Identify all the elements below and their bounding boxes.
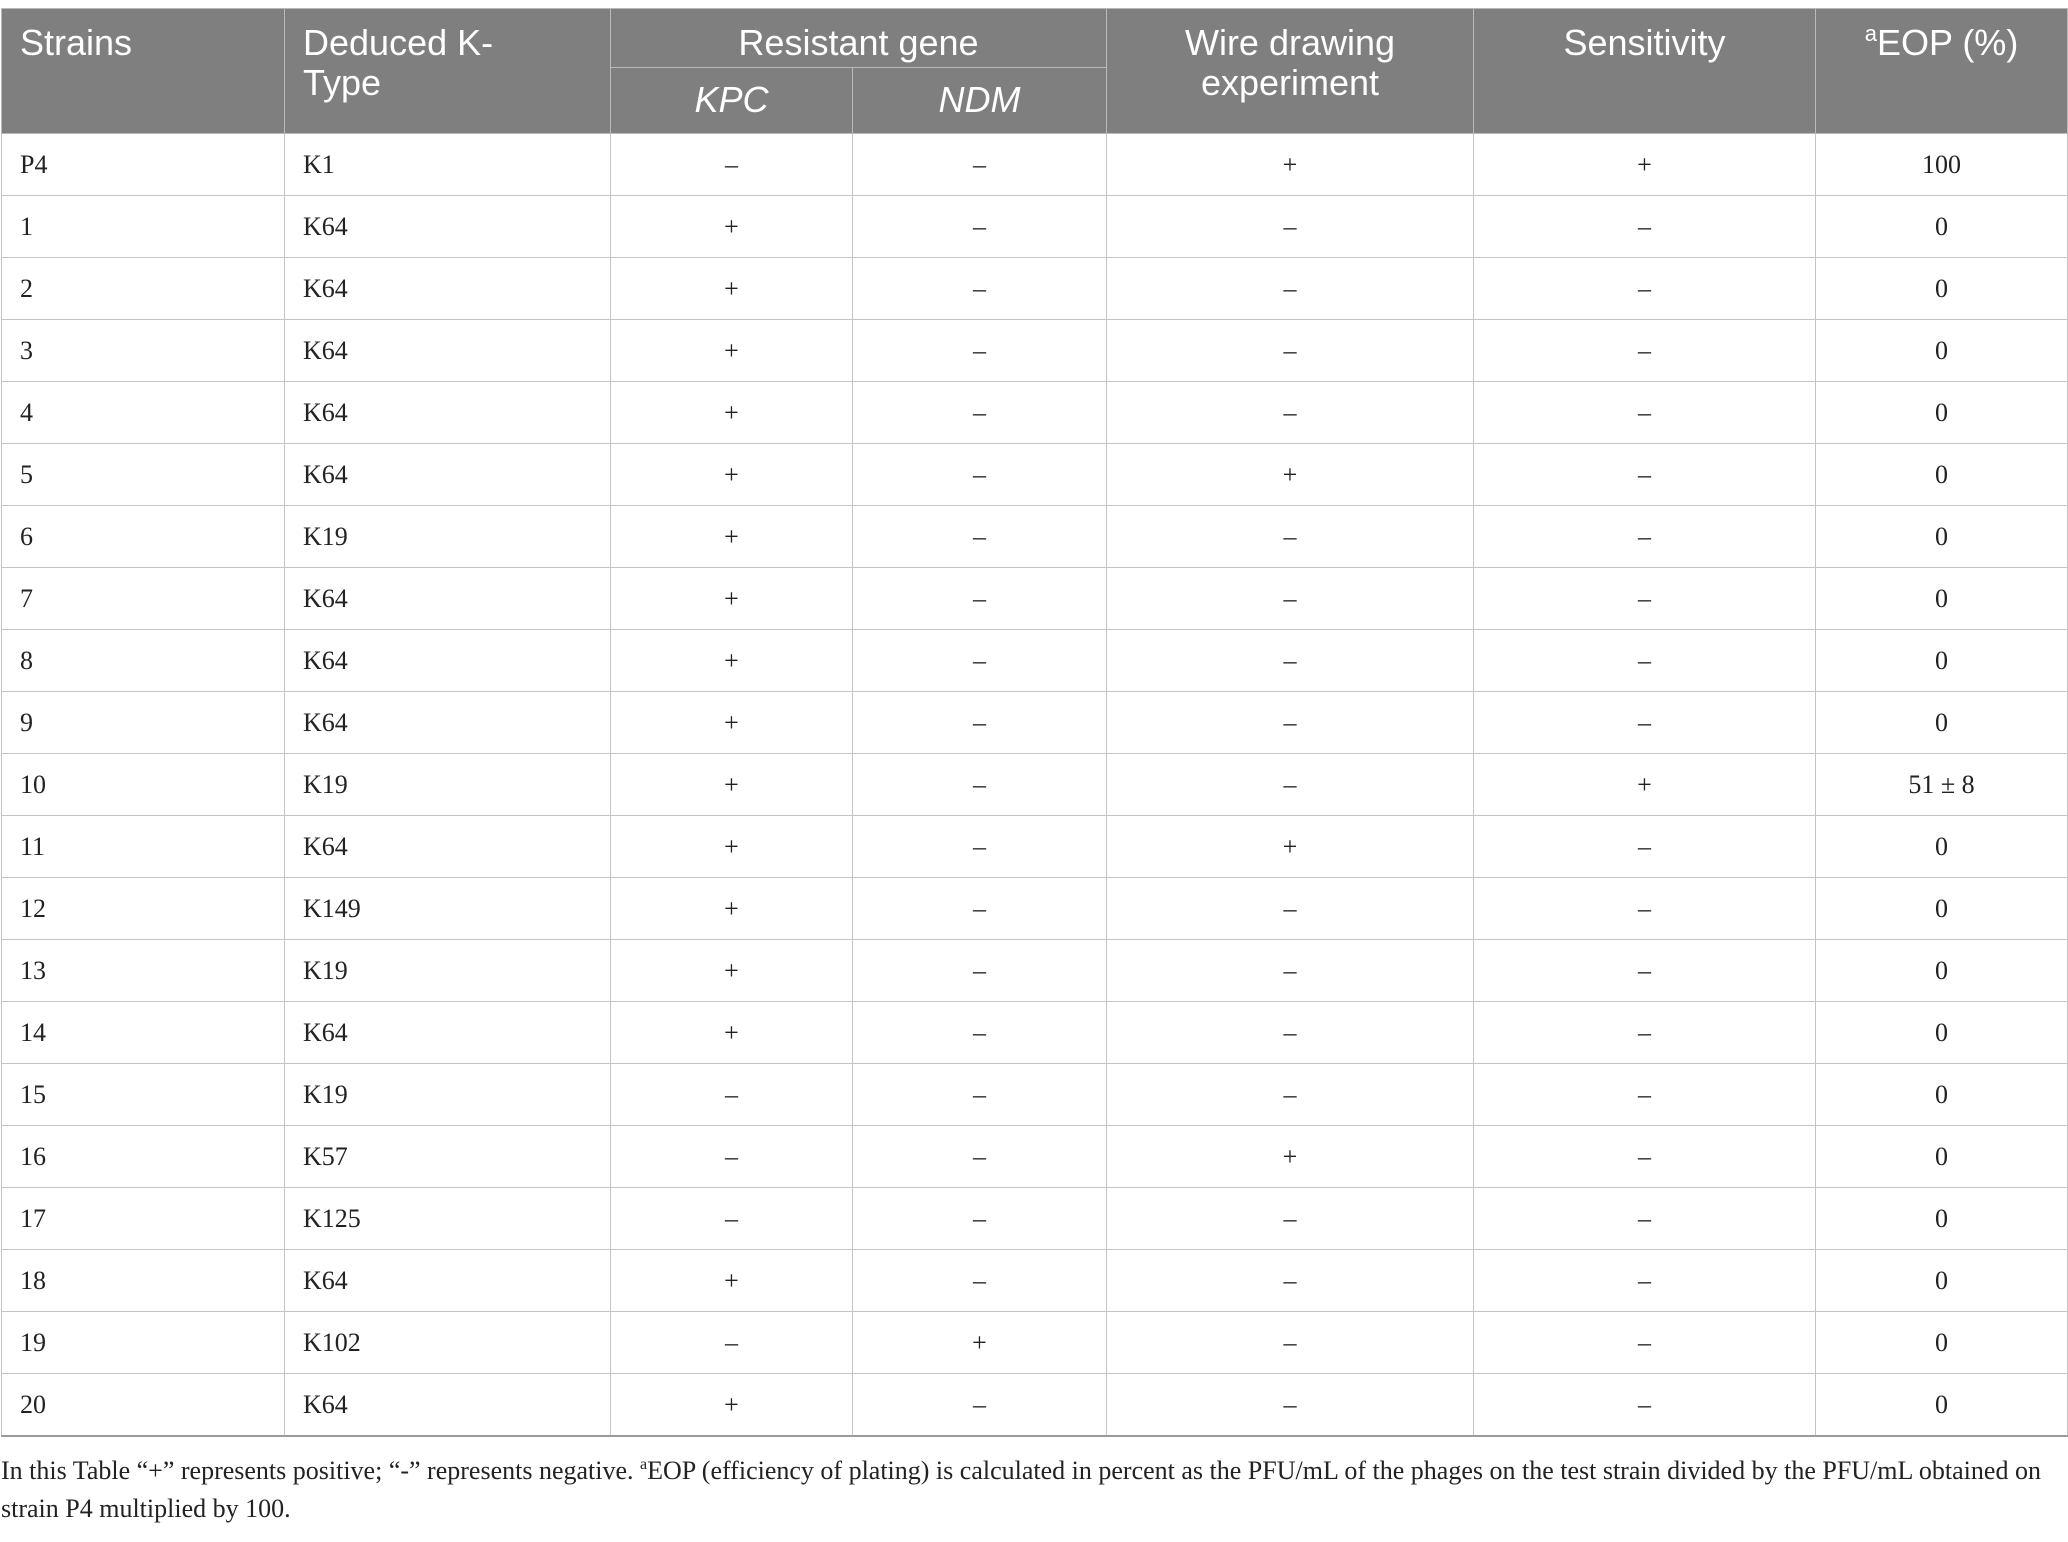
cell-ndm: –: [853, 444, 1107, 506]
table-row: [2, 568, 2068, 630]
cell-wire-drawing: +: [1107, 444, 1474, 506]
header-wire-label: Wire drawing experiment: [1184, 22, 1396, 103]
cell-wire-drawing: –: [1107, 1188, 1474, 1250]
cell-ktype: K64: [285, 258, 611, 320]
cell-ktype: K64: [285, 692, 611, 754]
cell-wire-drawing: –: [1107, 1064, 1474, 1126]
cell-eop: 0: [1816, 506, 2068, 568]
cell-ktype: K1: [285, 134, 611, 196]
cell-ktype: K64: [285, 444, 611, 506]
cell-kpc: +: [611, 1002, 853, 1064]
cell-sensitivity: –: [1474, 258, 1816, 320]
cell-ndm: –: [853, 320, 1107, 382]
cell-ndm: –: [853, 754, 1107, 816]
cell-kpc: +: [611, 258, 853, 320]
cell-ndm: –: [853, 1064, 1107, 1126]
cell-strain: 5: [2, 444, 285, 506]
cell-wire-drawing: –: [1107, 506, 1474, 568]
cell-strain: 10: [2, 754, 285, 816]
cell-sensitivity: –: [1474, 940, 1816, 1002]
cell-eop: 0: [1816, 1374, 2068, 1437]
cell-sensitivity: –: [1474, 444, 1816, 506]
cell-eop: 0: [1816, 692, 2068, 754]
table-row: [2, 1002, 2068, 1064]
cell-eop: 0: [1816, 1250, 2068, 1312]
cell-eop: 51 ± 8: [1816, 754, 2068, 816]
cell-sensitivity: –: [1474, 1064, 1816, 1126]
cell-eop: 0: [1816, 1188, 2068, 1250]
cell-ktype: K19: [285, 1064, 611, 1126]
cell-kpc: +: [611, 630, 853, 692]
cell-kpc: –: [611, 1126, 853, 1188]
cell-strain: 11: [2, 816, 285, 878]
cell-kpc: +: [611, 1374, 853, 1437]
cell-ktype: K64: [285, 382, 611, 444]
cell-sensitivity: –: [1474, 816, 1816, 878]
cell-wire-drawing: –: [1107, 196, 1474, 258]
cell-strain: 14: [2, 1002, 285, 1064]
cell-eop: 0: [1816, 1002, 2068, 1064]
cell-ndm: –: [853, 382, 1107, 444]
cell-ktype: K19: [285, 506, 611, 568]
table-row: [2, 506, 2068, 568]
cell-ndm: –: [853, 506, 1107, 568]
cell-wire-drawing: –: [1107, 878, 1474, 940]
cell-ktype: K64: [285, 320, 611, 382]
cell-ktype: K64: [285, 1250, 611, 1312]
cell-ktype: K57: [285, 1126, 611, 1188]
cell-ndm: –: [853, 196, 1107, 258]
cell-kpc: +: [611, 444, 853, 506]
cell-eop: 0: [1816, 444, 2068, 506]
cell-strain: P4: [2, 134, 285, 196]
cell-sensitivity: –: [1474, 320, 1816, 382]
cell-ndm: –: [853, 1002, 1107, 1064]
cell-kpc: –: [611, 1188, 853, 1250]
cell-strain: 2: [2, 258, 285, 320]
table-body: [2, 134, 2068, 1437]
cell-ktype: K19: [285, 940, 611, 1002]
cell-strain: 4: [2, 382, 285, 444]
cell-kpc: –: [611, 1312, 853, 1374]
cell-sensitivity: –: [1474, 506, 1816, 568]
cell-wire-drawing: –: [1107, 1374, 1474, 1437]
cell-strain: 16: [2, 1126, 285, 1188]
cell-wire-drawing: +: [1107, 816, 1474, 878]
cell-ndm: +: [853, 1312, 1107, 1374]
cell-kpc: –: [611, 134, 853, 196]
cell-wire-drawing: –: [1107, 568, 1474, 630]
cell-sensitivity: –: [1474, 568, 1816, 630]
cell-sensitivity: –: [1474, 878, 1816, 940]
cell-sensitivity: –: [1474, 1188, 1816, 1250]
table-row: [2, 382, 2068, 444]
table-row: [2, 258, 2068, 320]
cell-ktype: K64: [285, 196, 611, 258]
cell-kpc: +: [611, 940, 853, 1002]
cell-wire-drawing: +: [1107, 1126, 1474, 1188]
cell-eop: 0: [1816, 878, 2068, 940]
cell-sensitivity: –: [1474, 1250, 1816, 1312]
cell-wire-drawing: –: [1107, 692, 1474, 754]
cell-eop: 0: [1816, 568, 2068, 630]
cell-sensitivity: +: [1474, 754, 1816, 816]
cell-strain: 20: [2, 1374, 285, 1437]
cell-sensitivity: +: [1474, 134, 1816, 196]
cell-wire-drawing: –: [1107, 1312, 1474, 1374]
cell-strain: 8: [2, 630, 285, 692]
table-row: [2, 444, 2068, 506]
cell-strain: 18: [2, 1250, 285, 1312]
cell-kpc: +: [611, 878, 853, 940]
cell-ktype: K64: [285, 1374, 611, 1437]
cell-eop: 0: [1816, 196, 2068, 258]
cell-sensitivity: –: [1474, 630, 1816, 692]
cell-kpc: +: [611, 320, 853, 382]
header-strains: Strains: [2, 9, 285, 134]
cell-sensitivity: –: [1474, 1374, 1816, 1437]
cell-kpc: +: [611, 1250, 853, 1312]
cell-ndm: –: [853, 568, 1107, 630]
footnote-text-2: EOP (efficiency of plating) is calculated in percent as the PFU/mL of the phages on the test strain divided by the PFU/mL obtained on strain P4 multiplied by 100.: [1, 1456, 2041, 1523]
cell-eop: 0: [1816, 382, 2068, 444]
cell-wire-drawing: –: [1107, 754, 1474, 816]
cell-kpc: +: [611, 506, 853, 568]
cell-eop: 0: [1816, 258, 2068, 320]
cell-ndm: –: [853, 940, 1107, 1002]
cell-kpc: +: [611, 692, 853, 754]
header-ktype: [285, 9, 611, 134]
cell-wire-drawing: –: [1107, 630, 1474, 692]
cell-wire-drawing: +: [1107, 134, 1474, 196]
cell-sensitivity: –: [1474, 382, 1816, 444]
cell-kpc: –: [611, 1064, 853, 1126]
cell-ktype: K64: [285, 816, 611, 878]
cell-kpc: +: [611, 568, 853, 630]
cell-wire-drawing: –: [1107, 1002, 1474, 1064]
table-footnote: [1, 1452, 2061, 1528]
cell-strain: 9: [2, 692, 285, 754]
cell-wire-drawing: –: [1107, 320, 1474, 382]
strain-table: [1, 8, 2068, 1437]
header-wire-drawing: [1107, 9, 1474, 134]
cell-eop: 0: [1816, 1064, 2068, 1126]
cell-sensitivity: –: [1474, 692, 1816, 754]
cell-kpc: +: [611, 382, 853, 444]
cell-eop: 0: [1816, 1126, 2068, 1188]
cell-strain: 12: [2, 878, 285, 940]
cell-sensitivity: –: [1474, 1126, 1816, 1188]
table-row: [2, 1312, 2068, 1374]
table-row: [2, 320, 2068, 382]
table-row: [2, 1188, 2068, 1250]
cell-ktype: K19: [285, 754, 611, 816]
table-row: [2, 1374, 2068, 1437]
cell-ktype: K149: [285, 878, 611, 940]
cell-ndm: –: [853, 258, 1107, 320]
cell-ktype: K64: [285, 630, 611, 692]
cell-strain: 7: [2, 568, 285, 630]
table-row: [2, 1126, 2068, 1188]
cell-ndm: –: [853, 692, 1107, 754]
cell-eop: 100: [1816, 134, 2068, 196]
header-resistant-gene: Resistant gene: [611, 9, 1107, 68]
table-row: [2, 1250, 2068, 1312]
header-ktype-label: Deduced K-Type: [303, 22, 494, 103]
cell-ndm: –: [853, 1374, 1107, 1437]
cell-ndm: –: [853, 134, 1107, 196]
cell-ktype: K125: [285, 1188, 611, 1250]
cell-eop: 0: [1816, 940, 2068, 1002]
cell-ndm: –: [853, 630, 1107, 692]
footnote-superscript: a: [640, 1456, 648, 1473]
cell-strain: 13: [2, 940, 285, 1002]
cell-eop: 0: [1816, 630, 2068, 692]
table-row: [2, 630, 2068, 692]
cell-kpc: +: [611, 754, 853, 816]
cell-wire-drawing: –: [1107, 382, 1474, 444]
table-row: [2, 134, 2068, 196]
cell-strain: 1: [2, 196, 285, 258]
footnote-text-1: In this Table “+” represents positive; “-” represents negative.: [1, 1456, 641, 1485]
cell-sensitivity: –: [1474, 1312, 1816, 1374]
cell-strain: 15: [2, 1064, 285, 1126]
header-eop-label: EOP (%): [1876, 22, 2019, 63]
cell-strain: 6: [2, 506, 285, 568]
cell-ndm: –: [853, 1126, 1107, 1188]
cell-eop: 0: [1816, 320, 2068, 382]
header-sensitivity: Sensitivity: [1474, 9, 1816, 134]
table-row: [2, 692, 2068, 754]
cell-eop: 0: [1816, 816, 2068, 878]
cell-ndm: –: [853, 816, 1107, 878]
table-row: [2, 940, 2068, 1002]
cell-wire-drawing: –: [1107, 1250, 1474, 1312]
cell-strain: 19: [2, 1312, 285, 1374]
header-kpc: KPC: [611, 68, 853, 134]
cell-strain: 17: [2, 1188, 285, 1250]
cell-strain: 3: [2, 320, 285, 382]
cell-kpc: +: [611, 196, 853, 258]
cell-wire-drawing: –: [1107, 940, 1474, 1002]
cell-ktype: K102: [285, 1312, 611, 1374]
cell-sensitivity: –: [1474, 1002, 1816, 1064]
cell-eop: 0: [1816, 1312, 2068, 1374]
header-eop-superscript: a: [1864, 21, 1877, 46]
table-row: [2, 196, 2068, 258]
cell-sensitivity: –: [1474, 196, 1816, 258]
cell-wire-drawing: –: [1107, 258, 1474, 320]
cell-kpc: +: [611, 816, 853, 878]
table-row: [2, 1064, 2068, 1126]
header-eop: [1816, 9, 2068, 134]
table-row: [2, 878, 2068, 940]
table-row: [2, 816, 2068, 878]
table-container: [0, 8, 2068, 1437]
cell-ndm: –: [853, 1250, 1107, 1312]
table-header: [2, 9, 2068, 134]
header-ndm: NDM: [853, 68, 1107, 134]
cell-ndm: –: [853, 878, 1107, 940]
cell-ktype: K64: [285, 568, 611, 630]
cell-ktype: K64: [285, 1002, 611, 1064]
cell-ndm: –: [853, 1188, 1107, 1250]
table-row: [2, 754, 2068, 816]
